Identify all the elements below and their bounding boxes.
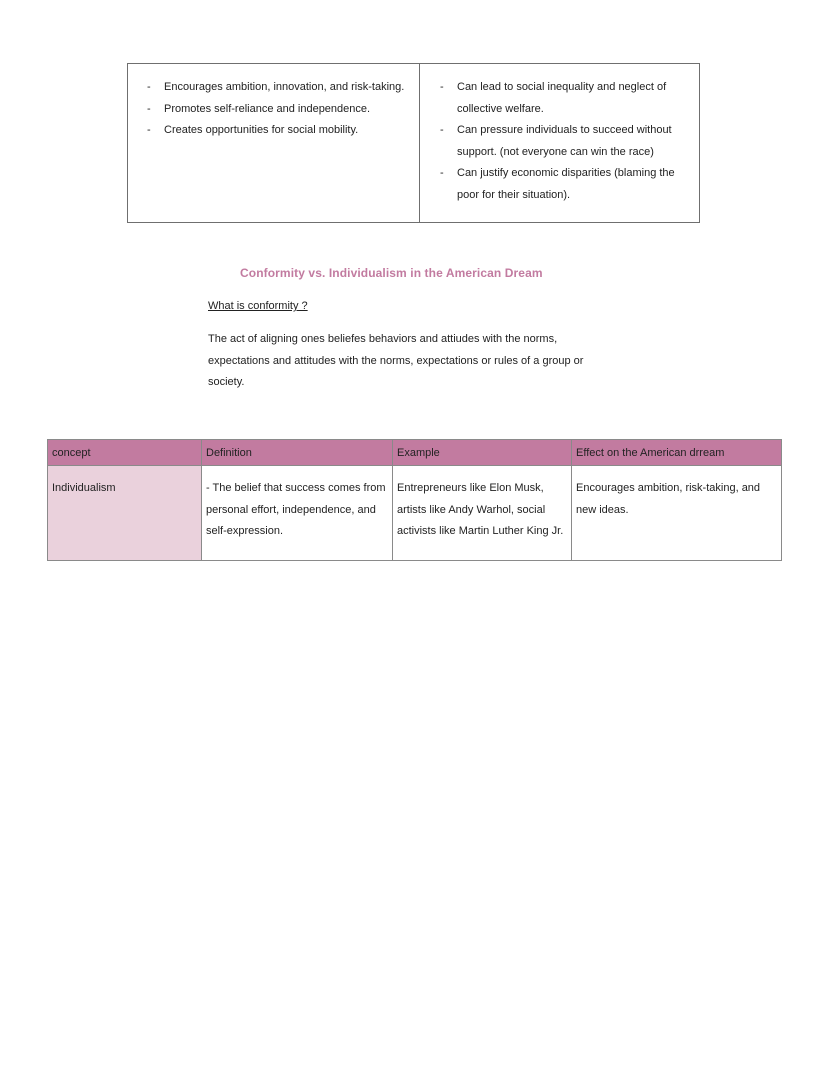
header-concept: concept bbox=[48, 440, 202, 466]
pros-cons-table bbox=[127, 63, 700, 223]
header-definition: Definition bbox=[202, 440, 393, 466]
cell-example: Entrepreneurs like Elon Musk, artists like Andy Warhol, social activists like Martin Luther King Jr. bbox=[393, 466, 572, 561]
conformity-question: What is conformity ? bbox=[208, 300, 308, 312]
cons-item: - Can lead to social inequality and neglect of collective welfare. bbox=[440, 81, 667, 115]
cell-definition: - The belief that success comes from personal effort, independence, and self-expression. bbox=[202, 466, 393, 561]
pros-item: - Encourages ambition, innovation, and risk-taking. bbox=[147, 81, 405, 93]
cell-concept: Individualism bbox=[48, 466, 202, 561]
cons-item: - Can justify economic disparities (blaming the poor for their situation). bbox=[440, 167, 675, 201]
pros-item: - Promotes self-reliance and independence. bbox=[147, 102, 371, 115]
conformity-definition: The act of aligning ones beliefes behaviors and attiudes with the norms, expectations and attitudes with the norms, expectations or rules of a group or society. bbox=[208, 333, 584, 388]
pros-item: - Creates opportunities for social mobility. bbox=[147, 124, 359, 136]
header-example: Example bbox=[393, 440, 572, 466]
pros-column bbox=[128, 64, 420, 222]
cell-effect: Encourages ambition, risk-taking, and new ideas. bbox=[572, 466, 782, 561]
cons-item: - Can pressure individuals to succeed without support. (not everyone can win the race) bbox=[440, 124, 672, 158]
concept-table bbox=[47, 439, 782, 561]
header-effect: Effect on the American drream bbox=[572, 440, 782, 466]
table-row bbox=[48, 466, 782, 561]
table-header-row bbox=[48, 440, 782, 466]
section-title: Conformity vs. Individualism in the American Dream bbox=[240, 266, 543, 280]
cons-column bbox=[420, 64, 699, 222]
